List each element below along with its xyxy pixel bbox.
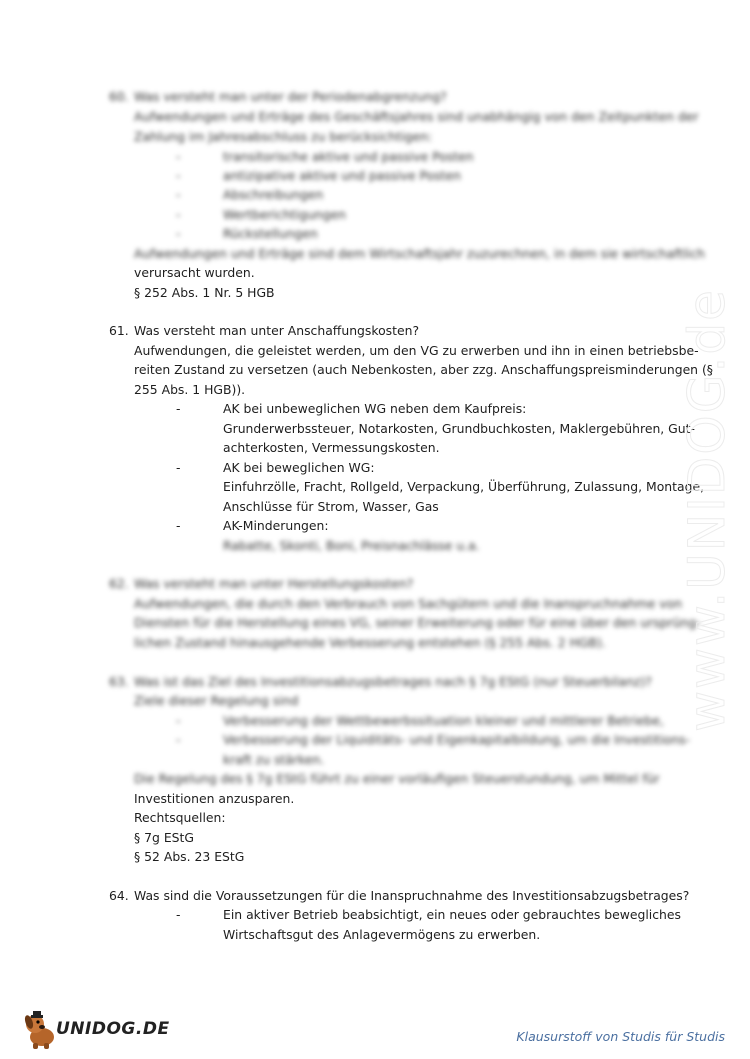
watermark xyxy=(672,280,742,740)
question-number-61: 61. xyxy=(109,323,129,338)
answer-line: Diensten für die Herstellung eines VG, seiner Erweiterung oder für eine über den ursprüng- xyxy=(134,615,701,630)
question-61-text: Was versteht man unter Anschaffungskosten? xyxy=(134,323,420,338)
list-dash: - xyxy=(176,401,181,416)
answer-line: Die Regelung des § 7g EStG führt zu einer vorläufigen Steuerstundung, um Mittel für xyxy=(134,771,660,786)
list-item: Ein aktiver Betrieb beabsichtigt, ein neues oder gebrauchtes bewegliches xyxy=(223,907,681,922)
question-64-text: Was sind die Voraussetzungen für die Inanspruchnahme des Investitionsabzugsbetrages? xyxy=(134,888,690,903)
legal-reference: § 7g EStG xyxy=(134,830,194,845)
list-item-detail: Grunderwerbssteuer, Notarkosten, Grundbuchkosten, Maklergebühren, Gut- xyxy=(223,421,695,436)
list-item: Verbesserung der Wettbewerbssituation kleiner und mittlerer Betriebe, xyxy=(223,713,664,728)
dog-mascot-icon xyxy=(22,1010,60,1050)
list-item-title: AK-Minderungen: xyxy=(223,518,329,533)
answer-line: Aufwendungen, die geleistet werden, um den VG zu erwerben und ihn in einen betriebsbe- xyxy=(134,343,699,358)
list-item-detail: achterkosten, Vermessungskosten. xyxy=(223,440,440,455)
answer-line: 255 Abs. 1 HGB)). xyxy=(134,382,246,397)
question-60-text: Was versteht man unter der Periodenabgrenzung? xyxy=(134,89,447,104)
answer-line: Aufwendungen und Erträge sind dem Wirtschaftsjahr zuzurechnen, in dem sie wirtschaftlich xyxy=(134,246,705,261)
list-item-detail: Einfuhrzölle, Fracht, Rollgeld, Verpackung, Überführung, Zulassung, Montage, xyxy=(223,479,705,494)
list-item: Verbesserung der Liquiditäts- und Eigenkapitalbildung, um die Investitions- xyxy=(223,732,690,747)
list-item: antizipative aktive und passive Posten xyxy=(223,168,461,183)
list-dash: - xyxy=(176,713,181,728)
answer-line: Zahlung im Jahresabschluss zu berücksichtigen: xyxy=(134,129,433,144)
list-item-detail: Rabatte, Skonti, Boni, Preisnachlässe u.a. xyxy=(223,538,480,553)
answer-line: Investitionen anzusparen. xyxy=(134,791,295,806)
watermark-text: www.UNIDOG.de xyxy=(678,288,737,732)
answer-line: Rechtsquellen: xyxy=(134,810,226,825)
list-dash: - xyxy=(176,518,181,533)
list-dash: - xyxy=(176,907,181,922)
list-dash: - xyxy=(176,187,181,202)
question-number-60: 60. xyxy=(109,89,129,104)
unidog-logo[interactable] xyxy=(22,1010,170,1050)
answer-line: lichen Zustand hinausgehende Verbesserung entstehen (§ 255 Abs. 2 HGB). xyxy=(134,635,606,650)
answer-line: Aufwendungen und Erträge des Geschäftsjahres sind unabhängig von den Zeitpunkten der xyxy=(134,109,699,124)
answer-line: reiten Zustand zu versetzen (auch Nebenkosten, aber zzg. Anschaffungspreisminderungen (§ xyxy=(134,362,714,377)
question-62-text: Was versteht man unter Herstellungskosten? xyxy=(134,576,414,591)
list-item-detail: Anschlüsse für Strom, Wasser, Gas xyxy=(223,499,439,514)
legal-reference: § 52 Abs. 23 EStG xyxy=(134,849,245,864)
question-number-62: 62. xyxy=(109,576,129,591)
list-item: Abschreibungen xyxy=(223,187,324,202)
list-dash: - xyxy=(176,149,181,164)
logo-text: UNIDOG.DE xyxy=(56,1019,170,1039)
list-dash: - xyxy=(176,226,181,241)
list-item-title: AK bei unbeweglichen WG neben dem Kaufpreis: xyxy=(223,401,527,416)
list-item: kraft zu stärken. xyxy=(223,752,325,767)
answer-line: verursacht wurden. xyxy=(134,265,255,280)
list-dash: - xyxy=(176,732,181,747)
question-number-64: 64. xyxy=(109,888,129,903)
legal-reference: § 252 Abs. 1 Nr. 5 HGB xyxy=(134,285,275,300)
list-item: Wertberichtigungen xyxy=(223,207,347,222)
footer-tagline: Klausurstoff von Studis für Studis xyxy=(516,1029,725,1044)
answer-line: Ziele dieser Regelung sind xyxy=(134,693,299,708)
list-item: transitorische aktive und passive Posten xyxy=(223,149,474,164)
list-dash: - xyxy=(176,207,181,222)
list-item-title: AK bei beweglichen WG: xyxy=(223,460,375,475)
question-63-text: Was ist das Ziel des Investitionsabzugsbetrages nach § 7g EStG (nur Steuerbilanz)? xyxy=(134,674,652,689)
answer-line: Aufwendungen, die durch den Verbrauch von Sachgütern und die Inanspruchnahme von xyxy=(134,596,683,611)
list-item: Rückstellungen xyxy=(223,226,318,241)
list-item: Wirtschaftsgut des Anlagevermögens zu erwerben. xyxy=(223,927,541,942)
list-dash: - xyxy=(176,168,181,183)
question-number-63: 63. xyxy=(109,674,129,689)
list-dash: - xyxy=(176,460,181,475)
